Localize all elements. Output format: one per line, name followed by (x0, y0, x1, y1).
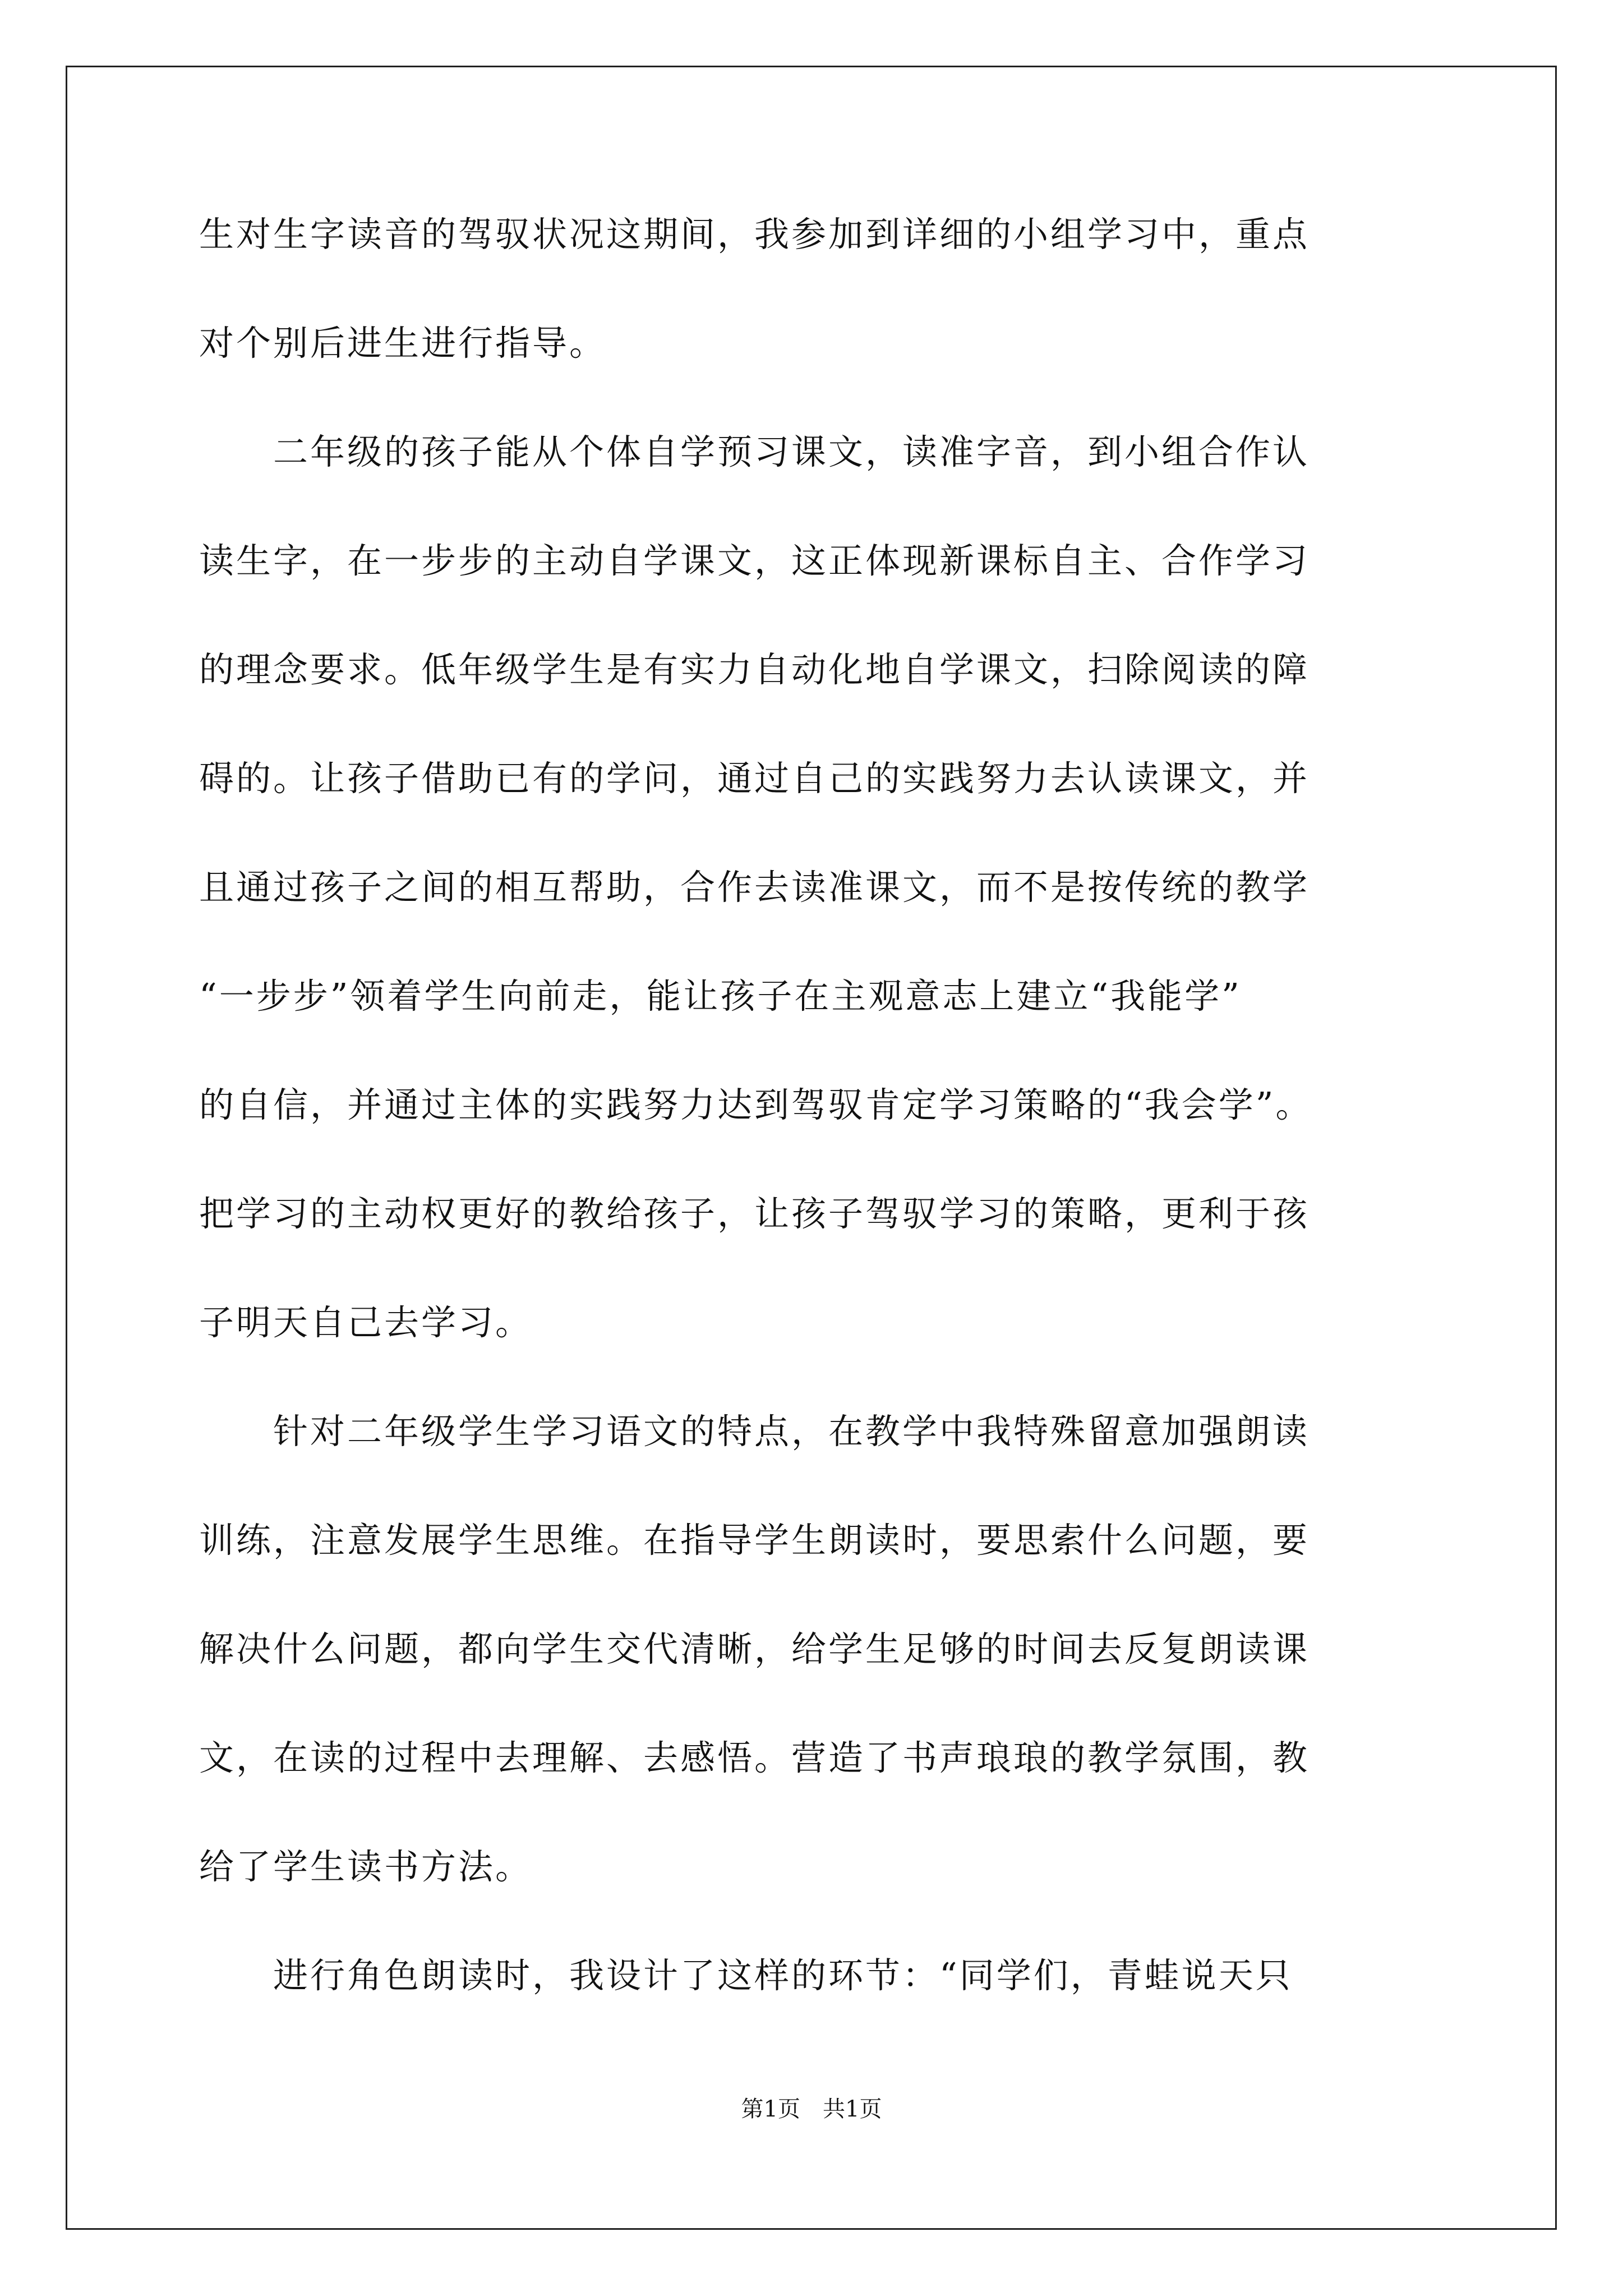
text-line: 子明天自己去学习。 (199, 1302, 533, 1343)
text-line: 且通过孩子之间的相互帮助，合作去读准课文，而不是按传统的教学 (199, 867, 1310, 908)
page-number-footer: 第1页 共1页 (741, 2096, 882, 2122)
text-line: 文，在读的过程中去理解、去感悟。营造了书声琅琅的教学氛围，教 (199, 1737, 1310, 1778)
text-line: 生对生字读音的驾驭状况这期间，我参加到详细的小组学习中，重点 (199, 214, 1310, 255)
text-line: 二年级的孩子能从个体自学预习课文，读准字音，到小组合作认 (199, 431, 1310, 472)
text-line: 进行角色朗读时，我设计了这样的环节：“同学们，青蛙说天只 (199, 1955, 1293, 1996)
document-body (199, 216, 1461, 2066)
text-line: 给了学生读书方法。 (199, 1846, 533, 1887)
text-line: 碍的。让孩子借助已有的学问，通过自己的实践努力去认读课文，并 (199, 758, 1310, 799)
text-line: “一步步”领着学生向前走，能让孩子在主观意志上建立“我能学” (199, 976, 1242, 1016)
text-line: 对个别后进生进行指导。 (199, 323, 607, 364)
text-line: 把学习的主动权更好的教给孩子，让孩子驾驭学习的策略，更利于孩 (199, 1193, 1310, 1234)
text-line: 的理念要求。低年级学生是有实力自动化地自学课文，扫除阅读的障 (199, 649, 1310, 690)
text-line: 训练，注意发展学生思维。在指导学生朗读时，要思索什么问题，要 (199, 1520, 1310, 1561)
text-line: 针对二年级学生学习语文的特点，在教学中我特殊留意加强朗读 (199, 1411, 1310, 1452)
text-line: 解决什么问题，都向学生交代清晰，给学生足够的时间去反复朗读课 (199, 1628, 1310, 1669)
text-line: 的自信，并通过主体的实践努力达到驾驭肯定学习策略的“我会学”。 (199, 1084, 1313, 1125)
text-line: 读生字，在一步步的主动自学课文，这正体现新课标自主、合作学习 (199, 540, 1310, 581)
